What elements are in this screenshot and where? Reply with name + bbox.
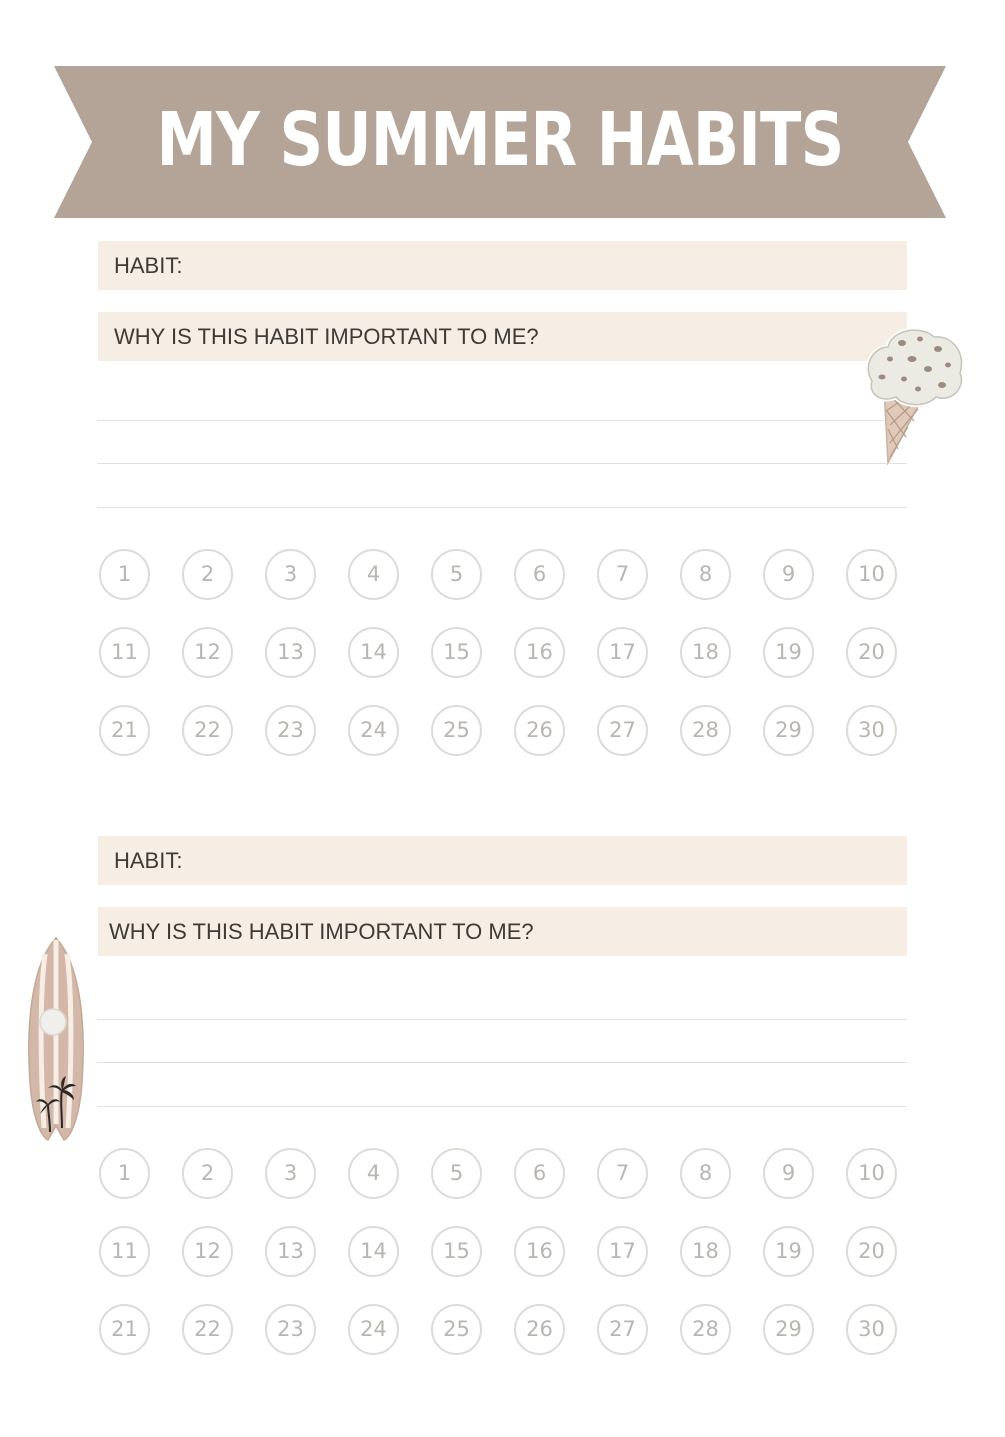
title-banner bbox=[54, 66, 946, 218]
day-circle-14[interactable]: 14 bbox=[348, 1226, 399, 1277]
writing-line[interactable] bbox=[97, 463, 907, 464]
day-circle-28[interactable]: 28 bbox=[680, 705, 731, 756]
day-circle-4[interactable]: 4 bbox=[348, 1148, 399, 1199]
day-circle-21[interactable]: 21 bbox=[99, 1304, 150, 1355]
writing-line[interactable] bbox=[97, 420, 907, 421]
day-circle-4[interactable]: 4 bbox=[348, 549, 399, 600]
day-circle-17[interactable]: 17 bbox=[597, 1226, 648, 1277]
writing-line[interactable] bbox=[97, 1019, 907, 1020]
day-circle-30[interactable]: 30 bbox=[846, 705, 897, 756]
writing-line[interactable] bbox=[97, 1106, 907, 1107]
day-circle-1[interactable]: 1 bbox=[99, 1148, 150, 1199]
day-circle-30[interactable]: 30 bbox=[846, 1304, 897, 1355]
day-circle-3[interactable]: 3 bbox=[265, 549, 316, 600]
day-circle-1[interactable]: 1 bbox=[99, 549, 150, 600]
day-circle-13[interactable]: 13 bbox=[265, 1226, 316, 1277]
day-circle-6[interactable]: 6 bbox=[514, 549, 565, 600]
day-circle-26[interactable]: 26 bbox=[514, 705, 565, 756]
day-circle-15[interactable]: 15 bbox=[431, 1226, 482, 1277]
why-field-1: WHY IS THIS HABIT IMPORTANT TO ME? bbox=[98, 312, 907, 361]
day-circle-18[interactable]: 18 bbox=[680, 627, 731, 678]
day-circle-26[interactable]: 26 bbox=[514, 1304, 565, 1355]
day-circle-5[interactable]: 5 bbox=[431, 1148, 482, 1199]
day-circle-25[interactable]: 25 bbox=[431, 1304, 482, 1355]
day-circle-6[interactable]: 6 bbox=[514, 1148, 565, 1199]
day-circle-8[interactable]: 8 bbox=[680, 1148, 731, 1199]
habit-field-1[interactable]: HABIT: bbox=[98, 241, 907, 290]
day-circle-11[interactable]: 11 bbox=[99, 627, 150, 678]
day-circle-23[interactable]: 23 bbox=[265, 1304, 316, 1355]
day-circle-19[interactable]: 19 bbox=[763, 627, 814, 678]
day-circle-16[interactable]: 16 bbox=[514, 627, 565, 678]
day-circle-7[interactable]: 7 bbox=[597, 549, 648, 600]
day-circle-10[interactable]: 10 bbox=[846, 549, 897, 600]
ice-cream-icon bbox=[862, 325, 968, 472]
day-circle-20[interactable]: 20 bbox=[846, 1226, 897, 1277]
page-title: MY SUMMER HABITS bbox=[156, 97, 844, 183]
day-circle-27[interactable]: 27 bbox=[597, 1304, 648, 1355]
day-circle-16[interactable]: 16 bbox=[514, 1226, 565, 1277]
day-circle-2[interactable]: 2 bbox=[182, 549, 233, 600]
writing-line[interactable] bbox=[97, 507, 907, 508]
day-circle-7[interactable]: 7 bbox=[597, 1148, 648, 1199]
day-circle-11[interactable]: 11 bbox=[99, 1226, 150, 1277]
day-circle-13[interactable]: 13 bbox=[265, 627, 316, 678]
day-circle-29[interactable]: 29 bbox=[763, 705, 814, 756]
habit-field-2[interactable]: HABIT: bbox=[98, 836, 907, 885]
day-circle-19[interactable]: 19 bbox=[763, 1226, 814, 1277]
day-circle-29[interactable]: 29 bbox=[763, 1304, 814, 1355]
day-circle-10[interactable]: 10 bbox=[846, 1148, 897, 1199]
day-circle-14[interactable]: 14 bbox=[348, 627, 399, 678]
day-circle-27[interactable]: 27 bbox=[597, 705, 648, 756]
day-circle-21[interactable]: 21 bbox=[99, 705, 150, 756]
day-circle-8[interactable]: 8 bbox=[680, 549, 731, 600]
day-circle-9[interactable]: 9 bbox=[763, 1148, 814, 1199]
day-circle-28[interactable]: 28 bbox=[680, 1304, 731, 1355]
day-circle-22[interactable]: 22 bbox=[182, 705, 233, 756]
day-circle-18[interactable]: 18 bbox=[680, 1226, 731, 1277]
day-circle-2[interactable]: 2 bbox=[182, 1148, 233, 1199]
day-circle-5[interactable]: 5 bbox=[431, 549, 482, 600]
day-circle-24[interactable]: 24 bbox=[348, 705, 399, 756]
surfboard-icon bbox=[18, 932, 94, 1153]
day-circle-9[interactable]: 9 bbox=[763, 549, 814, 600]
why-field-2: WHY IS THIS HABIT IMPORTANT TO ME? bbox=[98, 907, 907, 956]
writing-line[interactable] bbox=[97, 1062, 907, 1063]
day-circle-15[interactable]: 15 bbox=[431, 627, 482, 678]
day-circle-23[interactable]: 23 bbox=[265, 705, 316, 756]
day-circle-20[interactable]: 20 bbox=[846, 627, 897, 678]
day-circle-12[interactable]: 12 bbox=[182, 627, 233, 678]
day-circle-24[interactable]: 24 bbox=[348, 1304, 399, 1355]
day-circle-25[interactable]: 25 bbox=[431, 705, 482, 756]
day-circle-3[interactable]: 3 bbox=[265, 1148, 316, 1199]
day-circle-17[interactable]: 17 bbox=[597, 627, 648, 678]
day-circle-22[interactable]: 22 bbox=[182, 1304, 233, 1355]
day-circle-12[interactable]: 12 bbox=[182, 1226, 233, 1277]
